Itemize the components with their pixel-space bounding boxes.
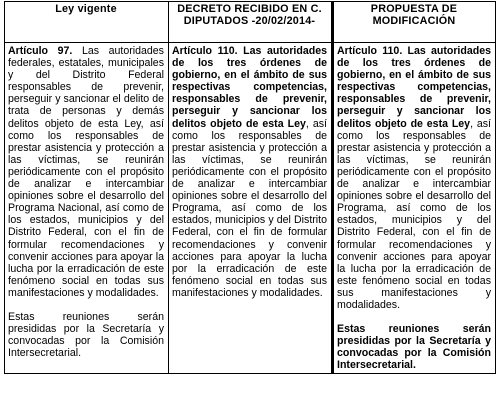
article-110-propuesta-text: , así como los responsables de prestar asistencia y protección a las víctimas, se reunirán periódicamente con el propósito de analizar e intercambiar opiniones sobre el desarrollo del Programa, así como de los estados, municipios y del Distrito Federal, con el fin de formular recomendaciones y convenir acciones para apoyar la lucha por la erradicación de este fenómeno social en todas sus manifestaciones y modalidades. bbox=[337, 117, 491, 311]
table-body-row bbox=[5, 43, 496, 374]
article-110-propuesta-paragraph bbox=[337, 45, 491, 311]
cell-decreto bbox=[169, 43, 333, 374]
article-97-paragraph bbox=[8, 45, 164, 299]
header-ley-vigente: Ley vigente bbox=[5, 2, 169, 43]
article-110-decreto-bold: Artículo 110. Las autoridades de los tres órdenes de gobierno, en el ámbito de sus respectivas competencias, responsables de prevenir, perseguir y sancionar los delitos objeto de esta Ley bbox=[172, 45, 327, 130]
cell-propuesta bbox=[333, 43, 496, 374]
article-97-text: Las autoridades federales, estatales, municipales y del Distrito Federal responsables de prevenir, perseguir y sancionar el delito de trata de personas y demás delitos objeto de esta Ley, así como los responsables de prestar asistencia y protección a las víctimas, se reunirán periódicamente con el propósito de analizar e intercambiar opiniones sobre el desarrollo del Programa Nacional, así como de los estados, municipios y del Distrito Federal, con el fin de formular recomendaciones y convenir acciones para apoyar la lucha por la erradicación de este fenómeno social en todas sus manifestaciones y modalidades. bbox=[8, 45, 164, 299]
article-110-decreto-text: , así como los responsables de prestar asistencia y protección a las víctimas, se reunirán periódicamente con el propósito de analizar e intercambiar opiniones sobre el desarrollo del Programa, así como de los estados, municipios y del Distrito Federal, con el fin de formular recomendaciones y convenir acciones para apoyar la lucha por la erradicación de este fenómeno social en todas sus manifestaciones y modalidades. bbox=[172, 117, 327, 299]
table-header-row bbox=[5, 2, 496, 43]
header-decreto-recibido: DECRETO RECIBIDO EN C. DIPUTADOS -20/02/2014- bbox=[169, 2, 333, 43]
article-110-decreto-paragraph bbox=[172, 45, 327, 299]
reuniones-propuesta-paragraph: Estas reuniones serán presididas por la Secretaría y convocadas por la Comisión Intersecretarial. bbox=[337, 323, 491, 372]
article-110-propuesta-bold: Artículo 110. Las autoridades de los tres órdenes de gobierno, en el ámbito de sus respectivas competencias, responsables de prevenir, perseguir y sancionar los delitos objeto de esta Ley bbox=[337, 45, 491, 130]
article-97-label: Artículo 97. bbox=[8, 45, 73, 57]
cell-ley-vigente bbox=[5, 43, 169, 374]
comparison-table bbox=[4, 1, 496, 374]
reuniones-paragraph: Estas reuniones serán presididas por la Secretaría y convocadas por la Comisión Intersecretarial. bbox=[8, 310, 164, 360]
header-propuesta: PROPUESTA DE MODIFICACIÓN bbox=[333, 2, 496, 43]
